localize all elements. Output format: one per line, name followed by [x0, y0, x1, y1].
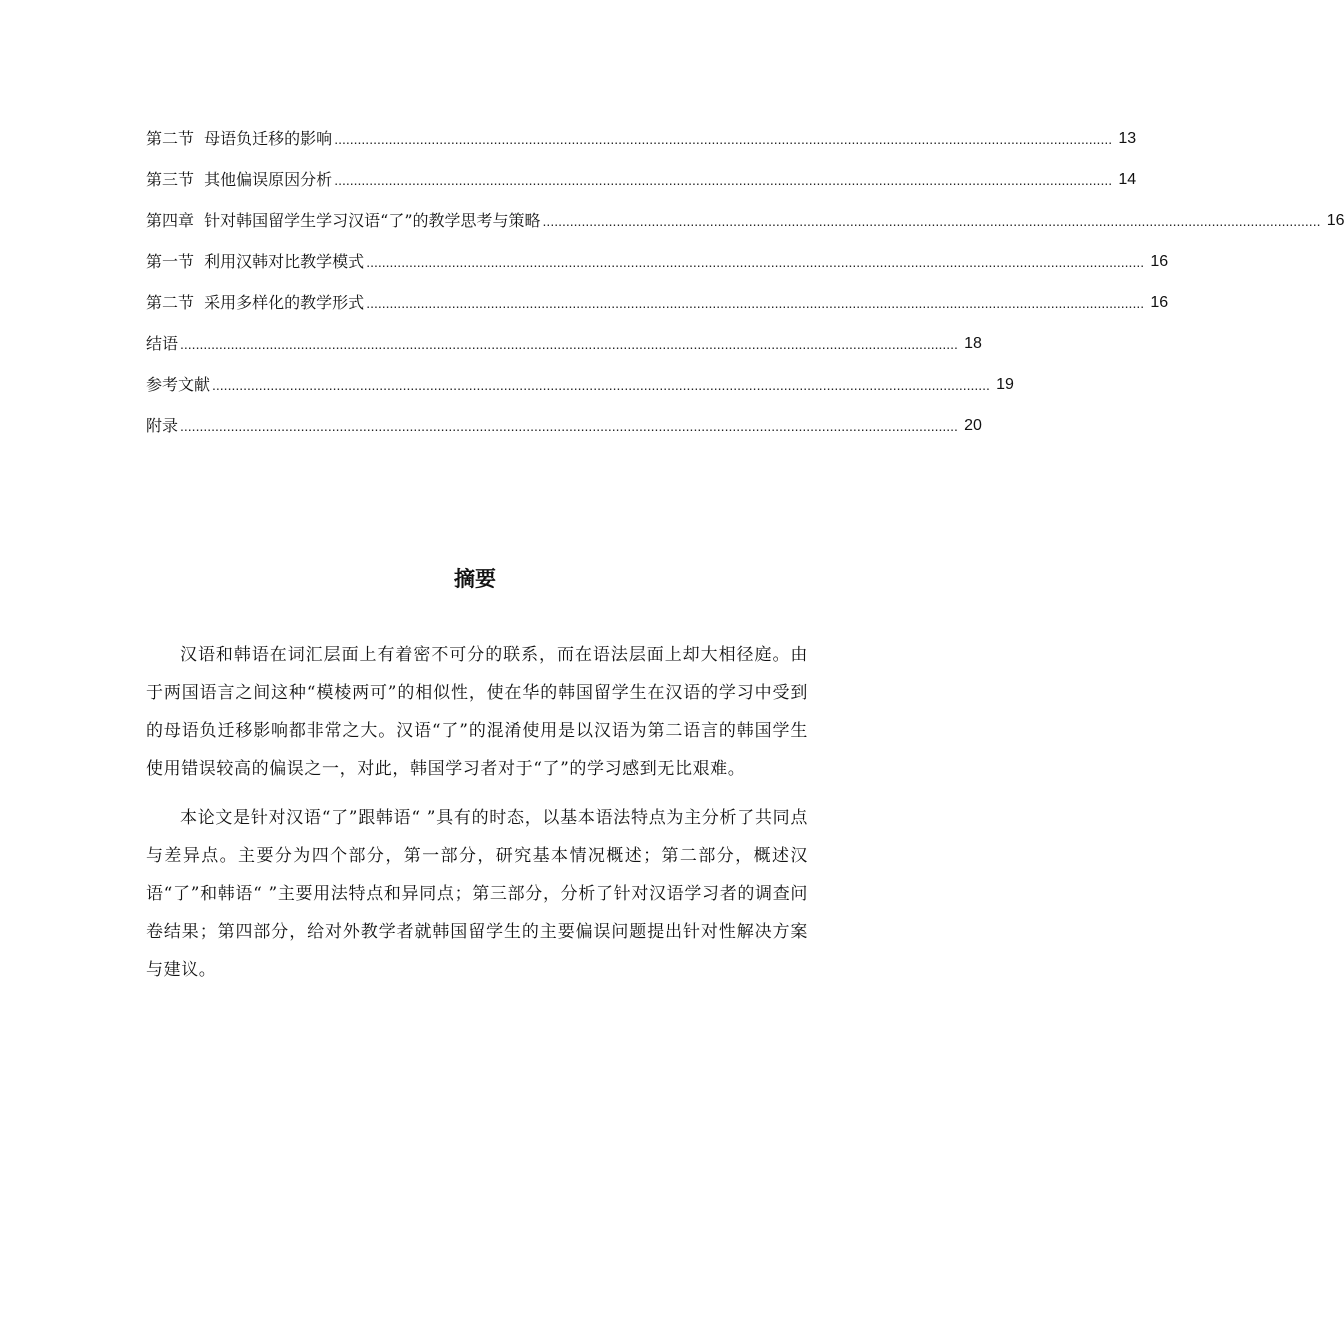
abstract-paragraph: 汉语和韩语在词汇层面上有着密不可分的联系，而在语法层面上却大相径庭。由于两国语言之间这种“模棱两可”的相似性，使在华的韩国留学生在汉语的学习中受到的母语负迁移影响都非常之大。汉语“了”的混淆使用是以汉语为第二语言的韩国学生使用错误较高的偏误之一，对此，韩国学习者对于“了”的学习感到无比艰难。 — [146, 645, 808, 779]
toc-entry[interactable] — [146, 318, 982, 359]
toc-leader-dots: ........................................................................................................................................................................................................ — [180, 418, 958, 434]
toc-entry-page: 13 — [1118, 130, 1137, 147]
toc-entry-page: 19 — [996, 376, 1014, 393]
toc-entry-label: 第三节 其他偏误原因分析 — [146, 170, 333, 189]
abstract-body — [146, 636, 808, 1000]
toc-entry-page: 18 — [964, 335, 982, 352]
toc-entry[interactable] — [146, 277, 1169, 318]
toc-entry-label: 第二节 母语负迁移的影响 — [146, 129, 333, 148]
toc-entry-label: 第一节 利用汉韩对比教学模式 — [146, 252, 365, 271]
abstract-title: 摘要 — [454, 567, 496, 591]
table-of-contents — [146, 113, 1344, 441]
toc-leader-dots: ........................................................................................................................................................................................................ — [212, 377, 990, 393]
toc-leader-dots: ........................................................................................................................................................................................................ — [180, 336, 958, 352]
toc-entry[interactable] — [146, 113, 1137, 154]
toc-entry-label: 第四章 针对韩国留学生学习汉语“了”的教学思考与策略 — [146, 211, 541, 230]
toc-entry[interactable] — [146, 154, 1137, 195]
toc-leader-dots: ........................................................................................................................................................................................................ — [334, 131, 1113, 147]
toc-entry-label: 参考文献 — [146, 375, 211, 394]
toc-entry[interactable] — [146, 400, 982, 441]
toc-entry[interactable] — [146, 195, 1344, 236]
toc-leader-dots: ........................................................................................................................................................................................................ — [334, 172, 1113, 188]
toc-entry-page: 20 — [964, 417, 982, 434]
toc-leader-dots: ........................................................................................................................................................................................................ — [366, 295, 1145, 311]
abstract-paragraph: 本论文是针对汉语“了”跟韩语“ ”具有的时态，以基本语法特点为主分析了共同点与差异点。主要分为四个部分，第一部分，研究基本情况概述；第二部分，概述汉语“了”和韩语“ ”主要用法特点和异同点；第三部分，分析了针对汉语学习者的调查问卷结果；第四部分，给对外教学者就韩国留学生的主要偏误问题提出针对性解决方案与建议。 — [146, 808, 808, 980]
toc-entry-label: 第二节 采用多样化的教学形式 — [146, 293, 365, 312]
toc-entry-label: 附录 — [146, 416, 179, 435]
toc-entry-page: 14 — [1118, 171, 1137, 188]
toc-leader-dots: ........................................................................................................................................................................................................ — [542, 213, 1321, 229]
toc-entry[interactable] — [146, 359, 1014, 400]
toc-leader-dots: ........................................................................................................................................................................................................ — [366, 254, 1145, 270]
toc-entry-page: 16 — [1150, 294, 1169, 311]
toc-entry-page: 16 — [1150, 253, 1169, 270]
toc-entry-label: 结语 — [146, 334, 179, 353]
toc-entry-page: 16 — [1326, 212, 1344, 229]
toc-entry[interactable] — [146, 236, 1169, 277]
